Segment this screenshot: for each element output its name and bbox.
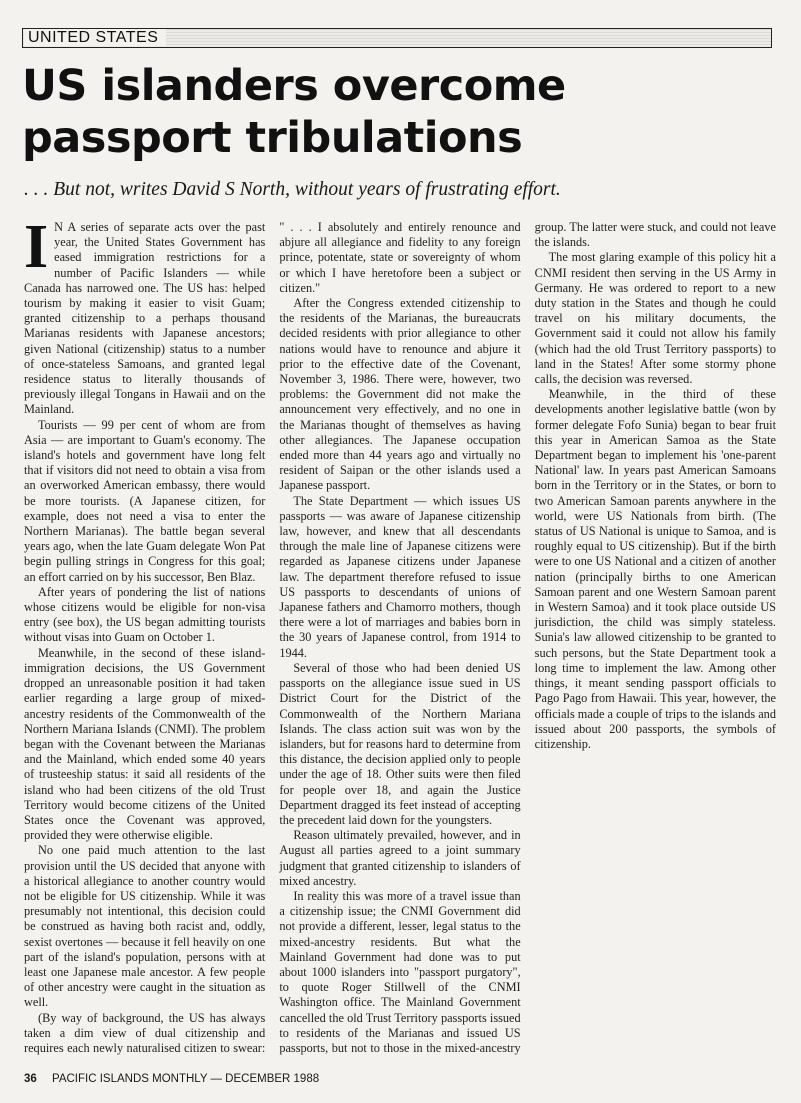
headline-line-2: passport tribulations — [22, 113, 523, 163]
article-paragraph: After years of pondering the list of nations whose citizens would be eligible for non-visa entry (see box), the US began admitting tourists without visas into Guam on October 1. — [24, 584, 266, 645]
deck-byline: . . . But not, writes David S North, without years of frustrating effort. — [24, 179, 561, 200]
article-paragraph: I N A series of separate acts over the past year, the United States Government has eased immigration restrictions for a number of Pacific Islanders — while Canada has narrowed one. The US has: helped tourism by making it easier to visit Guam; granted citizenship to a perhaps thousand Marianas residents with Japanese ancestors; given National (citizenship) status to a number of once-stateless Samoans, and granted legal residence status to literally thousands of previously illegal Tongans in Hawaii and on the Mainland. — [24, 213, 266, 417]
article-paragraph: After the Congress extended citizenship to the residents of the Marianas, the bureaucrats decided residents with prior allegiance to other nations would have to renounce and abjure it prior to the effective date of the Covenant, November 3, 1986. There were, however, two problems: the Government did not make the announcement very effectively, and no one in the Marianas thought of themselves as having other allegiances. The Japanese occupation ended more than 44 years ago and virtually no resident of Saipan or the other islands used a Japanese passport. — [279, 296, 521, 493]
article-body — [24, 213, 776, 1070]
headline — [22, 60, 782, 164]
section-label: UNITED STATES — [24, 29, 166, 46]
article-paragraph: The State Department — which issues US passports — was aware of Japanese citizenship law, however, and knew that all descendants through the male line of Japanese citizens were regarded as Japanese citizens under Japanese law. The department therefore refused to issue US passports to descendants of unions of Japanese fathers and Chamorro mothers, though there were a lot of marriages and babies born in the 30 years of Japanese control, from 1914 to 1944. — [279, 493, 521, 660]
article-paragraph: Meanwhile, in the second of these island-immigration decisions, the US Government dropped an unreasonable position it had taken earlier regarding a large group of mixed-ancestry residents of the Commonwealth of the Northern Mariana Islands (CNMI). The problem began with the Covenant between the Marianas and the Mainland, which ended some 40 years of trusteeship status: it said all residents of the island who had been citizens of the old Trust Territory would become citizens of the United States once the Covenant was approved, provided they were otherwise eligible. — [24, 645, 266, 843]
publication-line: PACIFIC ISLANDS MONTHLY — DECEMBER 1988 — [52, 1073, 320, 1085]
article-paragraph: Reason ultimately prevailed, however, and in August all parties agreed to a joint summary judgment that granted citizenship to islanders of mixed ancestry. — [279, 828, 521, 888]
article-paragraph: Several of those who had been denied US passports on the allegiance issue sued in US District Court for the District of the Commonwealth of the Northern Mariana Islands. The class action suit was won by the islanders, but for reasons hard to determine from this distance, the decision applied only to people under the age of 18. Other suits were then filed for people over 18, and again the Justice Department dragged its feet instead of accepting the precedent laid down for the youngsters. — [279, 660, 521, 827]
page-footer — [24, 1073, 764, 1085]
page-number: 36 — [24, 1073, 37, 1085]
article-paragraph: In reality this was more of a travel issue than a citizenship issue; the CNMI Government did not provide a different, lesser, legal status to the mixed-ancestry residents. But what the Mainland Government had done was to put about 1000 islanders into "passport purgatory", to quote Roger Stillwell of the CNMI Washington office. The Mainland Government cancelled the old Trust Territory passports issued to residents of the Marianas and issued US passports, but not to those in the mixed-ancestry group. The latter were stuck, and could not leave the islands. — [279, 220, 776, 1055]
article-paragraph: Tourists — 99 per cent of whom are from Asia — are important to Guam's economy. The island's hotels and government have long felt that if visitors did not need to obtain a visa from an overworked American embassy, there would be more tourists. (A Japanese citizen, for example, does not need a visa to enter the Northern Marianas). The battle began several years ago, when the late Guam delegate Won Pat begin pulling strings in Congress for this goal; an effort carried on by his successor, Ben Blaz. — [24, 417, 266, 584]
headline-line-1: US islanders overcome — [22, 61, 566, 111]
article-paragraph: No one paid much attention to the last provision until the US decided that anyone with a historical allegiance to another country would not be eligible for US citizenship. While it was presumably not intentional, this decision could be construed as having both racist and, oddly, sexist overtones — because it fell heavily on one part of the island's population, persons with at least one Japanese male ancestor. A few people of other ancestry were caught in the situation as well. — [24, 843, 266, 1010]
article-paragraph: Meanwhile, in the third of these developments another legislative battle (won by former delegate Fofo Sunia) began to bear fruit this year in American Samoa as the State Department began to implement his 'one-parent National' law. In years past American Samoans born in the Territory or in the States, or born to two American Samoan parents anywhere in the world, were US Nationals from birth. (The status of US National is unique to Samoa, and is roughly equal to US citizenship). But if the birth were to one US National and a citizen of another nation (principally births to one American Samoan parent and one Western Samoan parent in Western Samoa) and it took place outside US jurisdiction, the child was simply stateless. Sunia's law allowed citizenship to be granted to such persons, but the State Department took a long time to implement the law. Among other things, it meant sending passport officials to Pago Pago from Hawaii. This year, however, the officials made a couple of trips to the islands and issued about 200 passports, the symbols of citizenship. — [534, 387, 776, 751]
article-paragraph: (By way of background, the US has always taken a dim view of dual citizenship and requires each newly naturalised citizen to swear: " . . . I absolutely and entirely renounce and abjure all allegiance and fidelity to any foreign prince, potentate, state or sovereignty of whom or which I have heretofore been a subject or citizen." — [24, 220, 521, 1055]
dropcap: I — [24, 213, 49, 281]
article-paragraph: The most glaring example of this policy hit a CNMI resident then serving in the US Army in Germany. He was ordered to report to a new duty station in the States and though he could travel on his military documents, the Government said it could not allow his family (which had the old Trust Territory passports) to land in the States! After some stormy phone calls, the decision was reversed. — [534, 250, 776, 387]
